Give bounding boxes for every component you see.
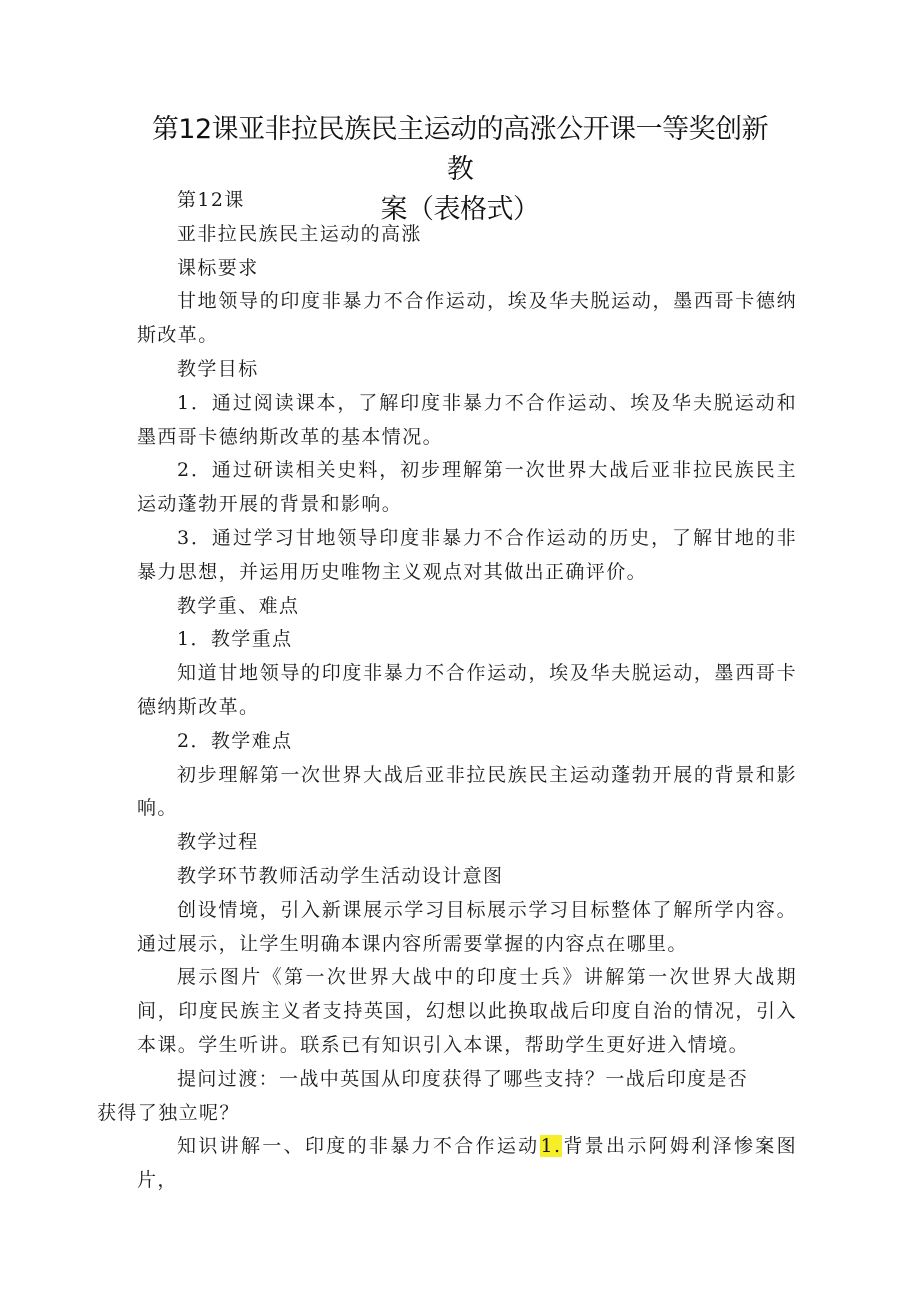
knowledge-text-before: 知识讲解一、印度的非暴力不合作运动 xyxy=(177,1135,540,1158)
key-point-paragraph: 知道甘地领导的印度非暴力不合作运动，埃及华夫脱运动，墨西哥卡德纳斯改革。 xyxy=(137,662,797,718)
lesson-number: 第12课 xyxy=(177,189,245,211)
title-line-2: 案（表格式） xyxy=(380,194,540,225)
table-header-row: 教学环节教师活动学生活动设计意图 xyxy=(177,864,504,887)
title-line-1: 第12课亚非拉民族民主运动的高涨公开课一等奖创新教 xyxy=(151,114,769,185)
objective-1: 1．通过阅读课本，了解印度非暴力不合作运动、埃及华夫脱运动和墨西哥卡德纳斯改革的基本情况。 xyxy=(137,391,797,448)
section-heading-process: 教学过程 xyxy=(177,831,259,854)
objective-3: 3．通过学习甘地领导印度非暴力不合作运动的历史，了解甘地的非暴力思想，并运用历史唯物主义观点对其做出正确评价。 xyxy=(137,526,797,583)
objective-2: 2．通过研读相关史料，初步理解第一次世界大战后亚非拉民族民主运动蓬勃开展的背景和影响。 xyxy=(137,459,797,516)
standards-paragraph: 甘地领导的印度非暴力不合作运动，埃及华夫脱运动，墨西哥卡德纳斯改革。 xyxy=(137,290,797,347)
lesson-title: 亚非拉民族民主运动的高涨 xyxy=(177,222,422,245)
highlighted-number: 1. xyxy=(540,1135,562,1158)
section-heading-standards: 课标要求 xyxy=(177,256,259,279)
question-line-1: 提问过渡：一战中英国从印度获得了哪些支持？一战后印度是否 xyxy=(177,1067,749,1090)
question-paragraph xyxy=(97,1063,797,1131)
process-paragraph-1: 创设情境，引入新课展示学习目标展示学习目标整体了解所学内容。通过展示，让学生明确本课内容所需要掌握的内容点在哪里。 xyxy=(137,898,797,955)
key-point-heading: 1．教学重点 xyxy=(177,628,293,651)
question-line-2: 获得了独立呢？ xyxy=(97,1101,240,1124)
section-heading-key-points: 教学重、难点 xyxy=(177,594,300,617)
knowledge-paragraph xyxy=(137,1130,797,1198)
difficulty-heading: 2．教学难点 xyxy=(177,729,293,752)
difficulty-paragraph: 初步理解第一次世界大战后亚非拉民族民主运动蓬勃开展的背景和影响。 xyxy=(137,763,797,820)
knowledge-text-after: 背景出示阿姆利泽惨案图片， xyxy=(137,1135,797,1192)
process-paragraph-2: 展示图片《第一次世界大战中的印度士兵》讲解第一次世界大战期间，印度民族主义者支持英国，幻想以此换取战后印度自治的情况，引入本课。学生听讲。联系已有知识引入本课，帮助学生更好进入情境。 xyxy=(137,966,797,1056)
document-body xyxy=(97,184,797,1198)
section-heading-objectives: 教学目标 xyxy=(177,357,259,380)
